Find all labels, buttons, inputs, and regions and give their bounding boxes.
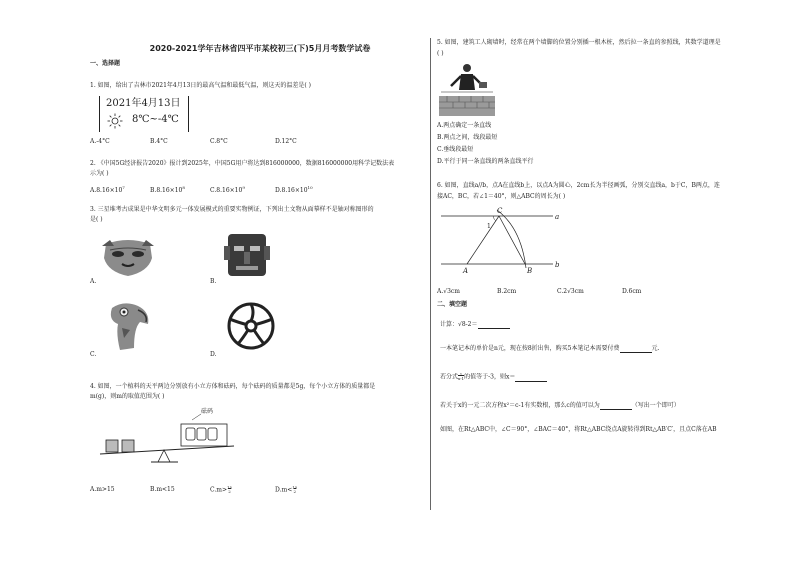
fill-q4: 若关于x的一元二次方程x²＝c-1有实数根，那么c的值可以为 （写出一个即可） xyxy=(440,402,680,409)
q4-balance-scale-diagram xyxy=(96,404,246,474)
fill-q2: 一本笔记本的单价是n元，现在按8折出售，购买5本笔记本需要付费 元. xyxy=(440,345,660,352)
q4-option-d: D.m<15 2 xyxy=(275,485,298,494)
q4-cube xyxy=(122,440,134,452)
q3-label-c: C. xyxy=(90,351,97,358)
column-divider xyxy=(430,38,431,510)
q6-label-a-line: a xyxy=(555,213,560,221)
q4-weights-label: 砝码 xyxy=(201,408,214,415)
q5-option-c: C.垂线段最短 xyxy=(437,146,474,153)
q6-label-b-point: B xyxy=(527,267,533,275)
q4-cube xyxy=(106,440,118,452)
q1-weather-card xyxy=(99,96,189,132)
q3-relic-c-bird-head-image xyxy=(104,298,154,352)
q4-option-b: B.m<15 xyxy=(150,486,175,493)
q3-relic-d-wheel-image xyxy=(225,300,277,352)
section-choice-heading: 一、选择题 xyxy=(90,60,121,67)
q6-option-d: D.6cm xyxy=(622,288,642,295)
fill-q2-answer-blank[interactable] xyxy=(620,346,652,353)
fill-q3-answer-blank[interactable] xyxy=(515,375,547,382)
q4-option-c: C.m>15 2 xyxy=(210,485,233,494)
q4-option-a: A.m>15 xyxy=(90,486,115,493)
q6-line2: 接AC，BC，若∠1＝40°，则△ABC的周长为( ) xyxy=(437,193,566,200)
q6-label-angle-1: 1 xyxy=(487,223,491,230)
q4-weight xyxy=(186,428,195,440)
q1-option-a: A.-4°C xyxy=(90,138,110,145)
fill-q1-answer-blank[interactable] xyxy=(478,322,510,329)
q6-option-a: A.√3cm xyxy=(437,288,460,295)
q1-option-b: B.4°C xyxy=(150,138,168,145)
q6-segment-bc xyxy=(499,216,525,264)
q1-weather-temp: 8℃~-4℃ xyxy=(132,114,179,125)
q4-line2: m(g)，则m的取值范围为( ) xyxy=(90,393,165,400)
fill-q1: 计算：√8-2＝ xyxy=(440,321,510,329)
q4-weight xyxy=(208,428,217,440)
q2-line1: 2. 《中国5G经济报告2020》报计到2025年，中国5G用户将达到816000000，数据816000000用科学记数法表 xyxy=(90,160,395,167)
q6-segment-ac xyxy=(467,216,499,264)
q2-option-a: $A.8.16\times 10^7$ xyxy=(90,185,125,194)
q3-label-d: D. xyxy=(210,351,217,358)
q6-label-c: C xyxy=(497,207,503,215)
q2-option-b: $B.8.16\times 10^8$ xyxy=(150,185,185,194)
q5-bricklayer-image xyxy=(437,62,497,118)
fill-q4-answer-blank[interactable] xyxy=(600,403,632,410)
q3-label-b: B. xyxy=(210,278,217,285)
fill-q5: 如图，在Rt△ABC中，∠C＝90°，∠BAC＝40°，将Rt△ABC绕点A旋转得到Rt△AB′C′，且点C落在AB xyxy=(440,426,717,433)
q1-option-c: C.8°C xyxy=(210,138,228,145)
q5-line2: ( ) xyxy=(437,50,444,57)
q3-line1: 3. 三星堆考古成果是中华文明多元一体发展模式的重要实物例证，下列出土文物从面摹样不是轴对称图形的 xyxy=(90,206,374,213)
q3-label-a: A. xyxy=(90,278,97,285)
fill-q3: 若分式 1 x-1的值等于-3，则x＝ xyxy=(440,373,547,382)
sun-icon xyxy=(107,113,123,129)
q2-option-c: $C.8.16\times 10^9$ xyxy=(210,185,245,194)
q6-geometry-diagram xyxy=(437,206,572,278)
q3-relic-a-mask-image xyxy=(100,236,156,278)
q1-text: 1. 如图，给出了吉林市2021年4月13日的最高气温和最低气温，则这天的温差是( ) xyxy=(90,82,311,89)
q2-line2: 示为( ) xyxy=(90,170,109,177)
q5-option-b: B.两点之间，线段最短 xyxy=(437,134,498,141)
q6-option-c: C.2√3cm xyxy=(557,288,584,295)
q4-line1: 4. 如图，一个植料的天平两边分别放有小立方体和砝码，每个砝码的质量都是5g，每个小立方体的质量都是 xyxy=(90,383,376,390)
exam-title: 2020-2021学年吉林省四平市某校初三(下)5月月考数学试卷 xyxy=(149,44,371,53)
q5-option-a: A.两点确定一条直线 xyxy=(437,122,492,129)
q6-option-b: B.2cm xyxy=(497,288,517,295)
q6-label-a-point: A xyxy=(463,267,469,275)
q1-option-d: D.12°C xyxy=(275,138,297,145)
q3-relic-b-mask-image xyxy=(222,232,272,280)
q3-line2: 是( ) xyxy=(90,216,103,223)
q5-option-d: D.平行于同一条直线的两条直线平行 xyxy=(437,158,534,165)
q6-label-b-line: b xyxy=(555,261,560,269)
q4-weight xyxy=(197,428,206,440)
q2-option-d: $D.8.16\times 10^{10}$ xyxy=(275,185,313,194)
q1-weather-date: 2021年4月13日 xyxy=(106,98,181,109)
section-fill-heading: 二、填空题 xyxy=(437,301,468,308)
q6-line1: 6. 如图，直线a//b，点A在直线b上，以点A为圆心，2cm长为半径画弧，分别交直线a，b于C，B两点，连 xyxy=(437,182,720,189)
q5-line1: 5. 如图，建筑工人砌墙时，经常在两个墙脚的位置分别插一根木桩，然后拉一条直的参照线，其数学道理是 xyxy=(437,39,721,46)
